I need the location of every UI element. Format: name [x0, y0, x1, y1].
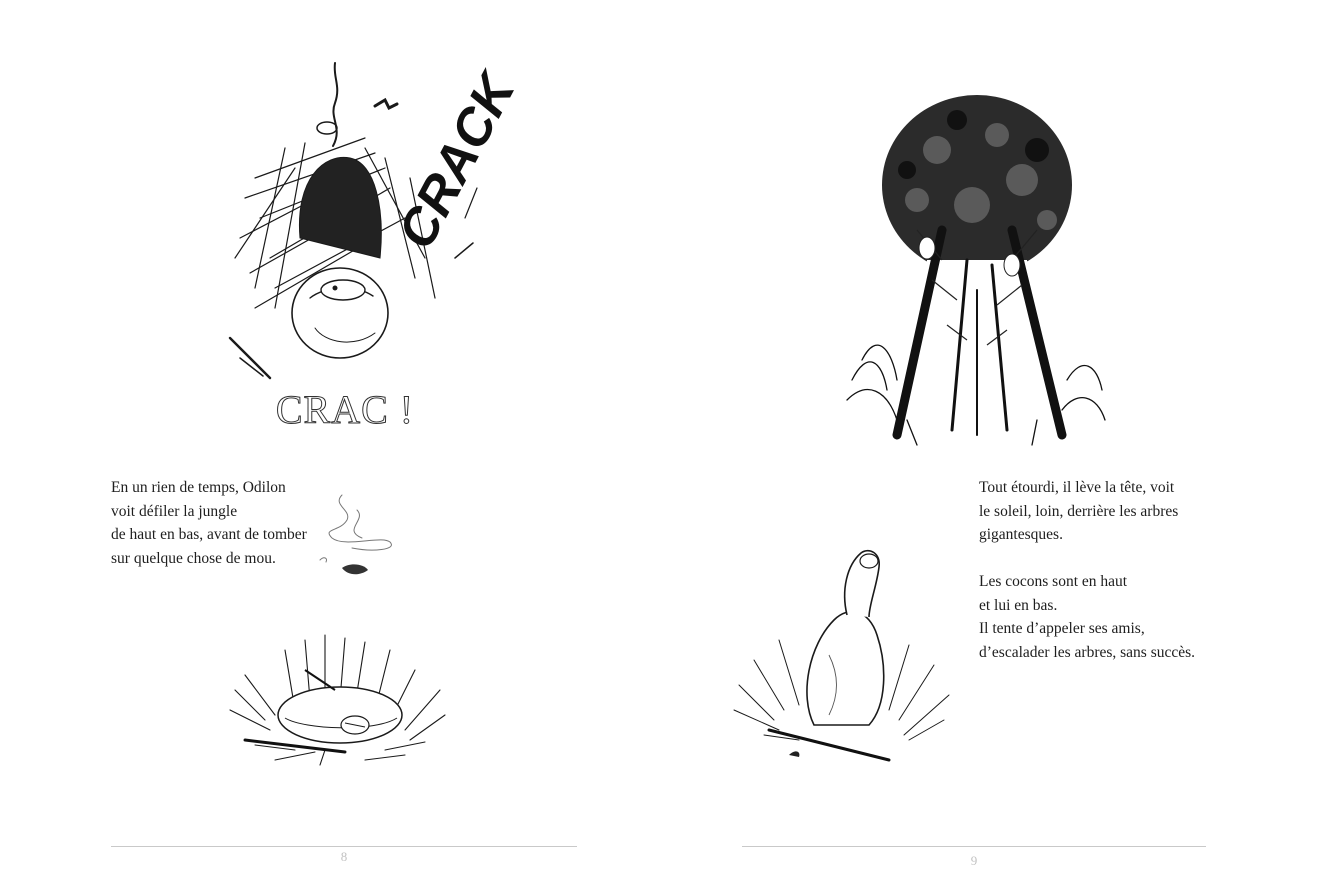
left-paragraph-line: voit défiler la jungle	[111, 502, 238, 520]
smoke-swirl-illustration	[312, 490, 402, 582]
left-paragraph-line: En un rien de temps, Odilon	[111, 479, 286, 496]
right-page	[659, 0, 1318, 893]
left-paragraph-line: de haut en bas, avant de tomber	[111, 526, 307, 543]
giant-trees-illustration	[847, 90, 1107, 450]
right-paragraph-line: d’escalader les arbres, sans succès.	[979, 643, 1196, 661]
left-paragraph	[111, 476, 307, 570]
footer-rule	[111, 846, 577, 847]
falling-creature-illustration	[215, 58, 527, 378]
creature-in-grass-illustration	[225, 630, 455, 775]
sound-word-crac: CRAC !	[275, 387, 415, 432]
footer-rule	[742, 846, 1206, 847]
left-paragraph-line: sur quelque chose de mou.	[111, 549, 276, 567]
right-paragraph-line: Les cocons sont en haut	[979, 573, 1128, 590]
creature-looking-up-illustration	[729, 545, 954, 770]
crack-onomatopoeia-art: CRACK	[387, 64, 527, 259]
paragraph-gap	[979, 547, 1195, 571]
right-paragraph-line: Il tente d’appeler ses amis,	[979, 620, 1145, 637]
page-number: 8	[340, 849, 348, 864]
right-paragraph-line: Tout étourdi, il lève la tête, voit	[979, 479, 1175, 496]
right-paragraph-line: gigantesques.	[979, 526, 1063, 543]
right-paragraph-line: le soleil, loin, derrière les arbres	[979, 502, 1179, 520]
right-paragraph-1	[979, 476, 1195, 664]
page-number: 9	[970, 853, 978, 868]
right-paragraph-line: et lui en bas.	[979, 596, 1058, 614]
